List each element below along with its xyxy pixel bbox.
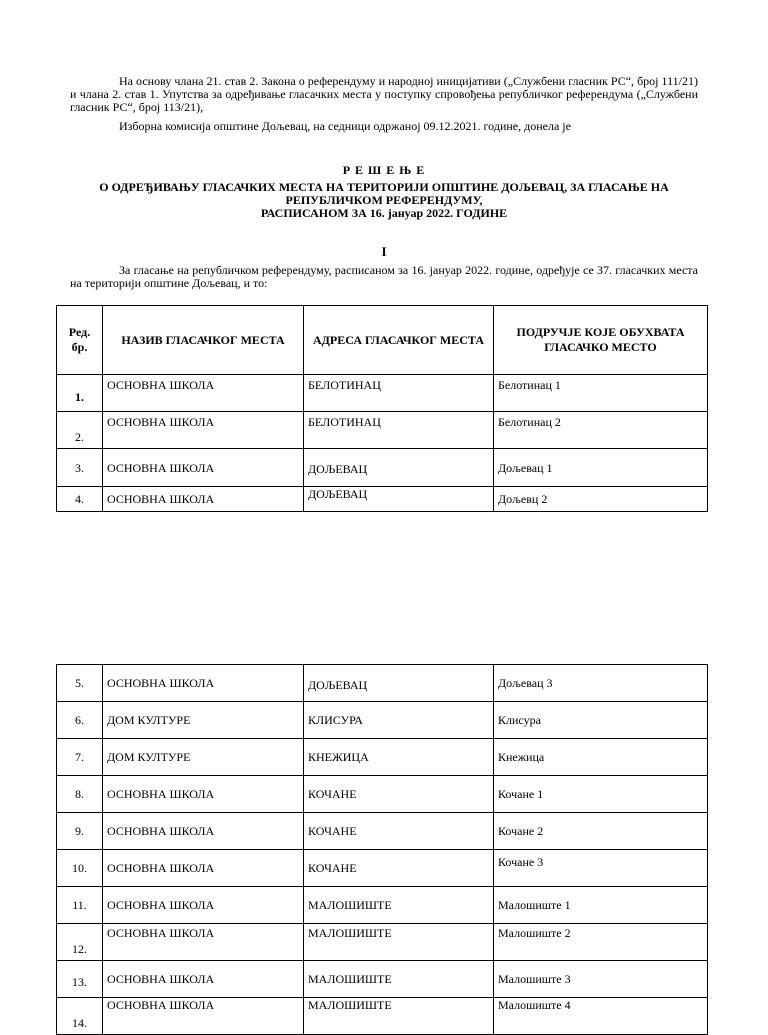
header-address: АДРЕСА ГЛАСАЧКОГ МЕСТА [304,306,494,375]
row-address: БЕЛОТИНАЦ [304,375,494,412]
row-num: 8. [57,776,103,813]
section-numeral: I [381,244,387,259]
row-area: Белотинац 2 [494,412,708,449]
row-name: ДОМ КУЛТУРЕ [103,739,304,776]
row-address: МАЛОШИШТЕ [304,961,494,998]
row-name: ОСНОВНА ШКОЛА [103,487,304,512]
row-area: Малошиште 3 [494,961,708,998]
decision-subtitle-line3: РАСПИСАНОМ ЗА 16. јануар 2022. ГОДИНЕ [260,206,508,220]
row-area: Дољевац 3 [494,665,708,702]
header-name: НАЗИВ ГЛАСАЧКОГ МЕСТА [103,306,304,375]
row-name: ОСНОВНА ШКОЛА [103,887,304,924]
table-row [57,961,708,998]
row-name: ОСНОВНА ШКОЛА [103,412,304,449]
row-name: ОСНОВНА ШКОЛА [103,375,304,412]
table-row [57,998,708,1035]
decision-subtitle-line1: О ОДРЕЂИВАЊУ ГЛАСАЧКИХ МЕСТА НА ТЕРИТОРИЈИ ОПШТИНЕ ДОЉЕВАЦ, ЗА ГЛАСАЊЕ НА [99,180,669,194]
header-area: ПОДРУЧЈЕ КОЈЕ ОБУХВАТА ГЛАСАЧКО МЕСТО [494,306,708,375]
row-num: 11. [57,887,103,924]
row-address: КНЕЖИЦА [304,739,494,776]
row-name: ОСНОВНА ШКОЛА [103,961,304,998]
row-num: 12. [57,924,103,961]
row-area: Кочане 2 [494,813,708,850]
row-num: 7. [57,739,103,776]
row-area: Белотинац 1 [494,375,708,412]
row-address: ДОЉЕВАЦ [304,665,494,702]
table-row [57,665,708,702]
row-name: ОСНОВНА ШКОЛА [103,813,304,850]
row-name: ДОМ КУЛТУРЕ [103,702,304,739]
table-row [57,850,708,887]
row-name: ОСНОВНА ШКОЛА [103,665,304,702]
table-row [57,412,708,449]
row-num: 10. [57,850,103,887]
table-row [57,887,708,924]
row-num: 2. [57,412,103,449]
row-address: ДОЉЕВАЦ [304,487,494,512]
table-header-row [57,306,708,375]
polling-stations-table-part1 [56,305,708,512]
decision-subtitle-line2: РЕПУБЛИЧКОМ РЕФЕРЕНДУМУ, [285,193,483,207]
row-area: Кочане 3 [494,850,708,887]
row-num: 1. [57,375,103,412]
row-name: ОСНОВНА ШКОЛА [103,850,304,887]
row-address: ДОЉЕВАЦ [304,449,494,487]
row-num: 9. [57,813,103,850]
row-num: 14. [57,998,103,1035]
row-num: 4. [57,487,103,512]
row-num: 6. [57,702,103,739]
row-name: ОСНОВНА ШКОЛА [103,998,304,1035]
table-row [57,449,708,487]
row-address: МАЛОШИШТЕ [304,924,494,961]
row-area: Малошиште 1 [494,887,708,924]
table-row [57,813,708,850]
table-row [57,702,708,739]
table-row [57,924,708,961]
row-area: Малошиште 2 [494,924,708,961]
row-num: 5. [57,665,103,702]
header-num: Ред. бр. [57,306,103,375]
row-num: 3. [57,449,103,487]
row-address: БЕЛОТИНАЦ [304,412,494,449]
row-address: МАЛОШИШТЕ [304,998,494,1035]
intro-paragraph-commission: Изборна комисија општине Дољевац, на седници одржаној 09.12.2021. године, донела је [119,119,571,133]
row-area: Кочане 1 [494,776,708,813]
row-name: ОСНОВНА ШКОЛА [103,924,304,961]
row-address: КОЧАНЕ [304,850,494,887]
row-address: КОЧАНЕ [304,776,494,813]
row-address: МАЛОШИШТЕ [304,887,494,924]
row-address: КОЧАНЕ [304,813,494,850]
table-row [57,487,708,512]
intro-paragraph-legal-basis: На основу члана 21. став 2. Закона о референдуму и народној иницијативи („Службени гласник РС“, број 111/21) и члана 2. став 1. Упутства за одређивање гласачких места у поступку спровођења републичког референдума („Службени гласник РС“, број 113/21), [70,74,698,114]
row-area: Кнежица [494,739,708,776]
row-area: Дољевац 1 [494,449,708,487]
row-name: ОСНОВНА ШКОЛА [103,449,304,487]
row-area: Клисура [494,702,708,739]
row-area: Дољевц 2 [494,487,708,512]
table-row [57,776,708,813]
table-row [57,739,708,776]
row-area: Малошиште 4 [494,998,708,1035]
section-text: За гласање на републичком референдуму, расписаном за 16. јануар 2022. године, одређује се 37. гласачких места на територији општине Дољевац, и то: [70,263,698,290]
row-name: ОСНОВНА ШКОЛА [103,776,304,813]
table-row [57,375,708,412]
polling-stations-table-part2 [56,664,708,1035]
row-address: КЛИСУРА [304,702,494,739]
row-num: 13. [57,961,103,998]
decision-title: Р Е Ш Е Њ Е [342,163,426,177]
